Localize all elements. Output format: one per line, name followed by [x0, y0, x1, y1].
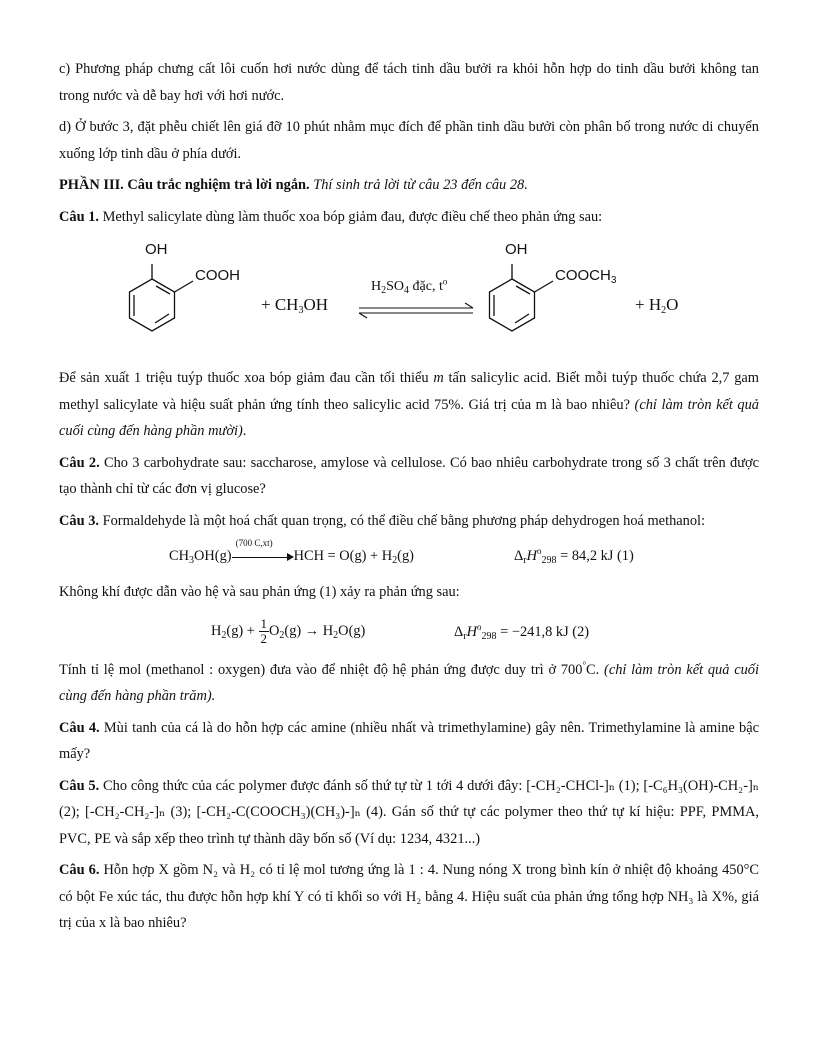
document-page [59, 56, 759, 942]
question-6-label: Câu 6. [59, 862, 100, 878]
equation-1-enthalpy: $\Delta_rH^o_{298} = 84,2$ kJ (1) [514, 546, 634, 566]
question-4: Câu 4. Mùi tanh của cá là do hỗn hợp các amine (nhiều nhất và trimethylamine) gây nên. Trimethylamine là amine bậc mấy? [59, 719, 759, 762]
question-6: Câu 6. Hỗn hợp X gồm N₂ và H₂ có tỉ lệ mol tương ứng là 1 : 4. Nung nóng X trong bình kín ở nhiệt độ khoảng 450°C có bột Fe xúc tác, thu được hỗn hợp khí Y có tỉ khối so với H₂ bằng 4. Hiệu suất của phản ứng tổng hợp NH₃ là X%, giá trị của x là bao nhiêu? [59, 862, 760, 931]
question-5: Câu 5. Cho công thức của các polymer được đánh số thứ tự từ 1 tới 4 dưới đây: [-CH₂-CHCl-]ₙ (1); [-C₆H₃(OH)-CH₂-]ₙ (2); [-CH₂-CH₂-]ₙ (3); [-CH₂-C(COOCH₃)(CH₃)-]ₙ (4). Gán số thứ tự các polymer theo thứ tự kí hiệu: PPF, PMMA, PVC, PE và sắp xếp theo trình tự thành dãy bốn số (Ví dụ: 1234, 4321...) [59, 777, 760, 847]
equilibrium-arrow-icon [359, 303, 473, 318]
question-3-intro: Câu 3. Formaldehyde là một hoá chất quan trọng, có thể điều chế bằng phương pháp dehydrogen hoá methanol: [59, 512, 706, 529]
equation-1 [59, 539, 759, 579]
catalyst-condition: $H_2SO_4$ đặc, $t^o$ [371, 276, 448, 296]
question-2: Câu 2. Cho 3 carbohydrate sau: saccharose, amylose và cellulose. Có bao nhiêu carbohydrate trong số 3 chất trên được tạo thành chỉ từ các đơn vị glucose? [59, 454, 759, 497]
question-4-label: Câu 4. [59, 719, 100, 736]
question-1-text: Methyl salicylate dùng làm thuốc xoa bóp giảm đau, được điều chế theo phản ứng sau: [98, 208, 603, 225]
question-1-rounding-note: (chỉ làm tròn kết quả cuối cùng đến hàng phần mười) [59, 396, 759, 439]
oh-label-right: OH [505, 241, 528, 258]
equation-2-enthalpy: $\Delta_rH^o_{298} = -241,8$ kJ (2) [454, 621, 590, 642]
question-3-middle: Không khí được dẫn vào hệ và sau phản ứng (1) xảy ra phản ứng sau: [59, 584, 460, 600]
question-5-label: Câu 5. [59, 777, 100, 794]
part3-heading: PHẦN III. Câu trắc nghiệm trả lời ngắn. [59, 177, 310, 193]
equation-2 [59, 611, 759, 657]
part3-note: Thí sinh trả lời từ câu 23 đến câu 28. [309, 177, 528, 193]
equation-2-reaction: $H_2(g)$ + $\frac{1}{2}$ $O_2(g) \to H_2O(g)$ [211, 615, 366, 646]
reaction-arrow-icon: (700 C,xt) [232, 552, 294, 562]
statement-d: d) Ở bước 3, đặt phễu chiết lên giá đỡ 10 phút nhằm mục đích để phần tinh dầu bưởi còn phân bố trong nước di chuyển xuống lớp tinh dầu ở phía dưới. [59, 119, 759, 162]
methyl-salicylate-structure [490, 264, 554, 331]
question-3-label: Câu 3. [59, 512, 99, 529]
water-product: + $H_2O$ [635, 295, 679, 316]
equation-1-reaction: $CH_3OH(g)$ (700 C,xt) HCH = $O(g) + H_2(g)$ [169, 537, 414, 566]
cooh-label: COOH [195, 267, 240, 284]
oh-label-left: OH [145, 241, 168, 258]
esterification-scheme [59, 235, 759, 359]
part3-heading-line [59, 172, 759, 199]
question-3-rounding-note: (chỉ làm tròn kết quả cuối cùng đến hàng phần trăm). [59, 661, 759, 704]
question-2-label: Câu 2. [59, 454, 100, 471]
question-1-label: Câu 1. [59, 208, 99, 225]
cooch3-label: $COOCH_3$ [555, 267, 617, 286]
salicylic-acid-structure [130, 264, 194, 331]
question-1-body: Để sản xuất 1 triệu tuýp thuốc xoa bóp giảm đau cần tối thiểu m tấn salicylic acid. Biết mỗi tuýp thuốc chứa 2,7 gam methyl salicylate và hiệu suất phản ứng tính theo salicylic acid 75%. Giá trị của m là bao nhiêu? (chỉ làm tròn kết quả cuối cùng đến hàng phần mười). [59, 370, 759, 439]
question-3-ask: Tính tỉ lệ mol (methanol : oxygen) đưa vào để nhiệt độ hệ phản ứng được duy trì ở 700°C. (chỉ làm tròn kết quả cuối cùng đến hàng phần trăm). [59, 659, 759, 704]
one-half-fraction: $\frac{1}{2}$ [260, 615, 267, 646]
methanol-reactant: + $CH_3OH$ [261, 295, 329, 316]
question-1-intro [59, 204, 759, 231]
statement-c: c) Phương pháp chưng cất lôi cuốn hơi nước dùng để tách tinh dầu bưởi ra khỏi hỗn hợp do tinh dầu bưởi không tan trong nước và dễ bay hơi với hơi nước. [59, 61, 759, 104]
